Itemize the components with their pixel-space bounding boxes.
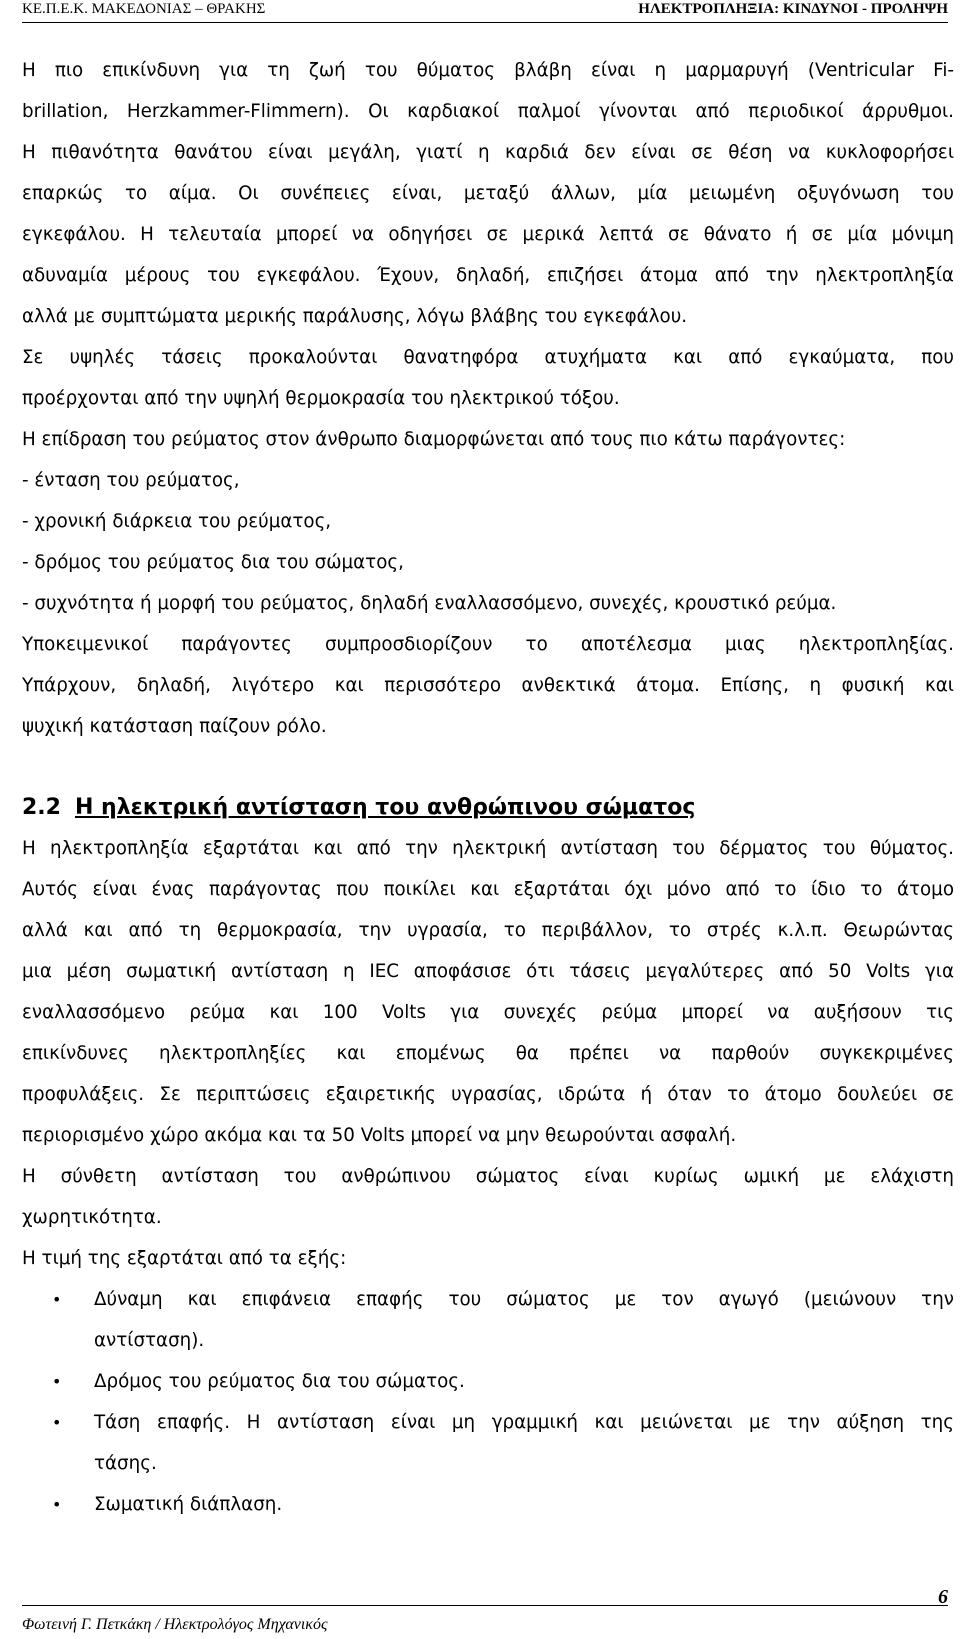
header-organization: ΚΕ.Π.Ε.Κ. ΜΑΚΕΔΟΝΙΑΣ – ΘΡΑΚΗΣ	[22, 1, 266, 17]
bullet-list	[22, 1279, 954, 1525]
paragraph-fibrillation	[22, 50, 954, 337]
dash-list-item: - χρονική διάρκεια του ρεύματος,	[22, 511, 332, 532]
paragraph-high-voltage	[22, 337, 954, 419]
dash-list-item: - συχνότητα ή μορφή του ρεύματος, δηλαδή εναλλασσόμενο, συνεχές, κρουστικό ρεύμα.	[22, 593, 837, 614]
text-line: Υποκειμενικοί παράγοντες συμπροσδιορίζουν το αποτέλεσμα μιας ηλεκτροπληξίας.	[22, 634, 954, 655]
text-line: αδυναμία μέρους του εγκεφάλου. Έχουν, δηλαδή, επιζήσει άτομα από την ηλεκτροπληξία	[22, 265, 954, 286]
text-line: εναλλασσόμενο ρεύμα και 100 Volts για συνεχές ρεύμα μπορεί να αυξήσουν τις	[22, 1002, 954, 1023]
bullet-marker: •	[52, 1413, 62, 1432]
bullet-line: Δρόμος του ρεύματος δια του σώματος.	[94, 1371, 465, 1392]
text-line: Σε υψηλές τάσεις προκαλούνται θανατηφόρα ατυχήματα και από εγκαύματα, που	[22, 347, 954, 368]
page-header	[22, 0, 948, 23]
paragraph-impedance	[22, 1156, 954, 1238]
text-line: brillation, Herzkammer-Flimmern). Οι καρδιακοί παλμοί γίνονται από περιοδικοί άρρυθμοι.	[22, 101, 954, 122]
page-body	[22, 50, 954, 1525]
bullet-marker: •	[52, 1372, 62, 1391]
text-line: περιορισμένο χώρο ακόμα και τα 50 Volts μπορεί να μην θεωρούνται ασφαλή.	[22, 1125, 737, 1146]
paragraph-factors	[22, 419, 954, 624]
text-line: Η επίδραση του ρεύματος στον άνθρωπο διαμορφώνεται από τους πιο κάτω παράγοντες:	[22, 429, 846, 450]
bullet-line: Σωματική διάπλαση.	[94, 1494, 283, 1515]
text-line: επαρκώς το αίμα. Οι συνέπειες είναι, μεταξύ άλλων, μία μειωμένη οξυγόνωση του	[22, 183, 954, 204]
text-line: Υπάρχουν, δηλαδή, λιγότερο και περισσότερο ανθεκτικά άτομα. Επίσης, η φυσική και	[22, 675, 954, 696]
bullet-item	[22, 1484, 954, 1525]
text-line: Η ηλεκτροπληξία εξαρτάται και από την ηλεκτρική αντίσταση του δέρματος του θύματος.	[22, 838, 954, 859]
text-line: Αυτός είναι ένας παράγοντας που ποικίλει και εξαρτάται όχι μόνο από το ίδιο το άτομο	[22, 879, 954, 900]
text-line: Η σύνθετη αντίσταση του ανθρώπινου σώματος είναι κυρίως ωμική με ελάχιστη	[22, 1166, 954, 1187]
text-line: επικίνδυνες ηλεκτροπληξίες και επομένως θα πρέπει να παρθούν συγκεκριμένες	[22, 1043, 954, 1064]
bullet-line: τάσης.	[94, 1453, 157, 1474]
bullet-item	[22, 1402, 954, 1484]
text-line: μια μέση σωματική αντίσταση η IEC αποφάσισε ότι τάσεις μεγαλύτερες από 50 Volts για	[22, 961, 954, 982]
header-topic: ΗΛΕΚΤΡΟΠΛΗΞΙΑ: ΚΙΝΔΥΝΟΙ - ΠΡΟΛΗΨΗ	[638, 1, 948, 17]
text-line: ψυχική κατάσταση παίζουν ρόλο.	[22, 716, 327, 737]
bullet-line: Τάση επαφής. Η αντίσταση είναι μη γραμμική και μειώνεται με την αύξηση της	[94, 1412, 954, 1433]
section-title: Η ηλεκτρική αντίσταση του ανθρώπινου σώματος	[74, 795, 696, 820]
footer-author: Φωτεινή Γ. Πετκάκη / Ηλεκτρολόγος Μηχανικός	[22, 1616, 328, 1633]
dash-list-item: - ένταση του ρεύματος,	[22, 470, 240, 491]
bullet-line: Δύναμη και επιφάνεια επαφής του σώματος με τον αγωγό (μειώνουν την	[94, 1289, 954, 1310]
text-line: αλλά με συμπτώματα μερικής παράλυσης, λόγω βλάβης του εγκεφάλου.	[22, 306, 688, 327]
text-line: αλλά και από τη θερμοκρασία, την υγρασία, το περιβάλλον, το στρές κ.λ.π. Θεωρώντας	[22, 920, 954, 941]
text-line: Η πιθανότητα θανάτου είναι μεγάλη, γιατί η καρδιά δεν είναι σε θέση να κυκλοφορήσει	[22, 142, 954, 163]
page-footer	[22, 1586, 948, 1638]
section-number: 2.2	[22, 795, 61, 820]
text-line: χωρητικότητα.	[22, 1207, 162, 1228]
text-line: Η πιο επικίνδυνη για τη ζωή του θύματος βλάβη είναι η μαρμαρυγή (Ventricular Fi-	[22, 60, 954, 81]
section-heading	[22, 787, 954, 828]
bullet-item	[22, 1279, 954, 1361]
bullet-marker: •	[52, 1290, 62, 1309]
bullet-item	[22, 1361, 954, 1402]
bullet-marker: •	[52, 1495, 62, 1514]
text-line: εγκεφάλου. Η τελευταία μπορεί να οδηγήσει σε μερικά λεπτά σε θάνατο ή σε μία μόνιμη	[22, 224, 954, 245]
text-line: προφυλάξεις. Σε περιπτώσεις εξαιρετικής υγρασίας, ιδρώτα ή όταν το άτομο δουλεύει σε	[22, 1084, 954, 1105]
page-number: 6	[938, 1586, 948, 1608]
paragraph-subjective-factors	[22, 624, 954, 747]
paragraph-value-depends: Η τιμή της εξαρτάται από τα εξής:	[22, 1248, 347, 1269]
text-line: προέρχονται από την υψηλή θερμοκρασία του ηλεκτρικού τόξου.	[22, 388, 620, 409]
dash-list-item: - δρόμος του ρεύματος δια του σώματος,	[22, 552, 404, 573]
bullet-line: αντίσταση).	[94, 1330, 205, 1351]
paragraph-skin-resistance	[22, 828, 954, 1156]
